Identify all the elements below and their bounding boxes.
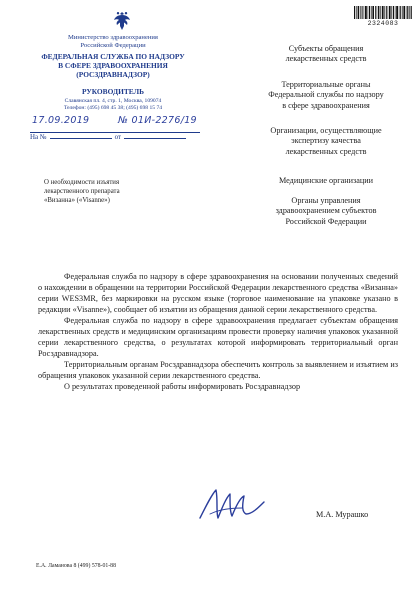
recipient-health-authorities: Органы управления здравоохранением субъектов Российской Федерации [275,196,377,226]
recipient-medical-organizations: Медицинские организации [278,176,374,185]
barcode [354,6,412,27]
barcode-number: 2324083 [367,20,399,27]
body-paragraph: О результатах проведенной работы информировать Росздравнадзор [64,382,301,391]
reference-number-blank [50,138,112,139]
body-paragraph: Федеральная служба по надзору в сфере здравоохранения предлагает субъектам обращения лекарственных средств и медицинским организациям провести проверку наличия упаковок указанной серии лекарственного средства, о результатах которой информировать территориальный орган Росздравнадзора. [38,316,398,358]
coat-of-arms-icon [112,10,132,32]
body-paragraph: Территориальным органам Росздравнадзора обеспечить контроль за выявлением и изъятием из обращения упаковок указанной серии лекарственного средства. [38,360,398,380]
body-paragraph: Федеральная служба по надзору в сфере здравоохранения на основании полученных сведений о нахождении в обращении на территории Российской Федерации лекарственного средства «Визанна» серии WES3MR, без маркировки на русском языке (торговое наименование на упаковке указано в редакции «Visanne»), сообщает об изъятии из обращения данной серии лекарственного средства. [38,272,398,314]
registration-number: № 01И-2276/19 [118,115,197,126]
reference-label: На № [30,133,47,141]
barcode-icon [354,6,412,19]
recipient-drug-entities: Субъекты обращения лекарственных средств [285,44,367,64]
registration-date: 17.09.2019 [32,115,90,126]
recipient-territorial-bodies: Территориальные органы Федеральной службы по надзору в сфере здравоохранения [268,80,384,110]
executor-contact: Е.А. Ламанова 8 (499) 578-01-88 [36,563,116,569]
reference-from-label: от [114,133,122,141]
head-title: РУКОВОДИТЕЛЬ [82,87,144,96]
reference-line [30,133,186,141]
agency-address: Славянская пл. 4, стр. 1, Москва, 109074 Телефон: (495) 698 45 38; (495) 698 15 74 [63,98,163,112]
reference-date-blank [124,138,186,139]
agency-name: ФЕДЕРАЛЬНАЯ СЛУЖБА ПО НАДЗОРУ В СФЕРЕ ЗДРАВООХРАНЕНИЯ (РОСЗДРАВНАДЗОР) [41,52,185,79]
letter-subject: О необходимости изъятия лекарственного препарата «Визанна» («Visanne») [44,179,120,204]
signer-name: М.А. Мурашко [316,510,369,519]
signature-icon [196,484,268,526]
recipient-expert-organizations: Организации, осуществляющие экспертизу качества лекарственных средств [270,126,382,156]
ministry-name: Министерство здравоохранения Российской Федерации [68,34,158,49]
letter-body [38,271,398,392]
